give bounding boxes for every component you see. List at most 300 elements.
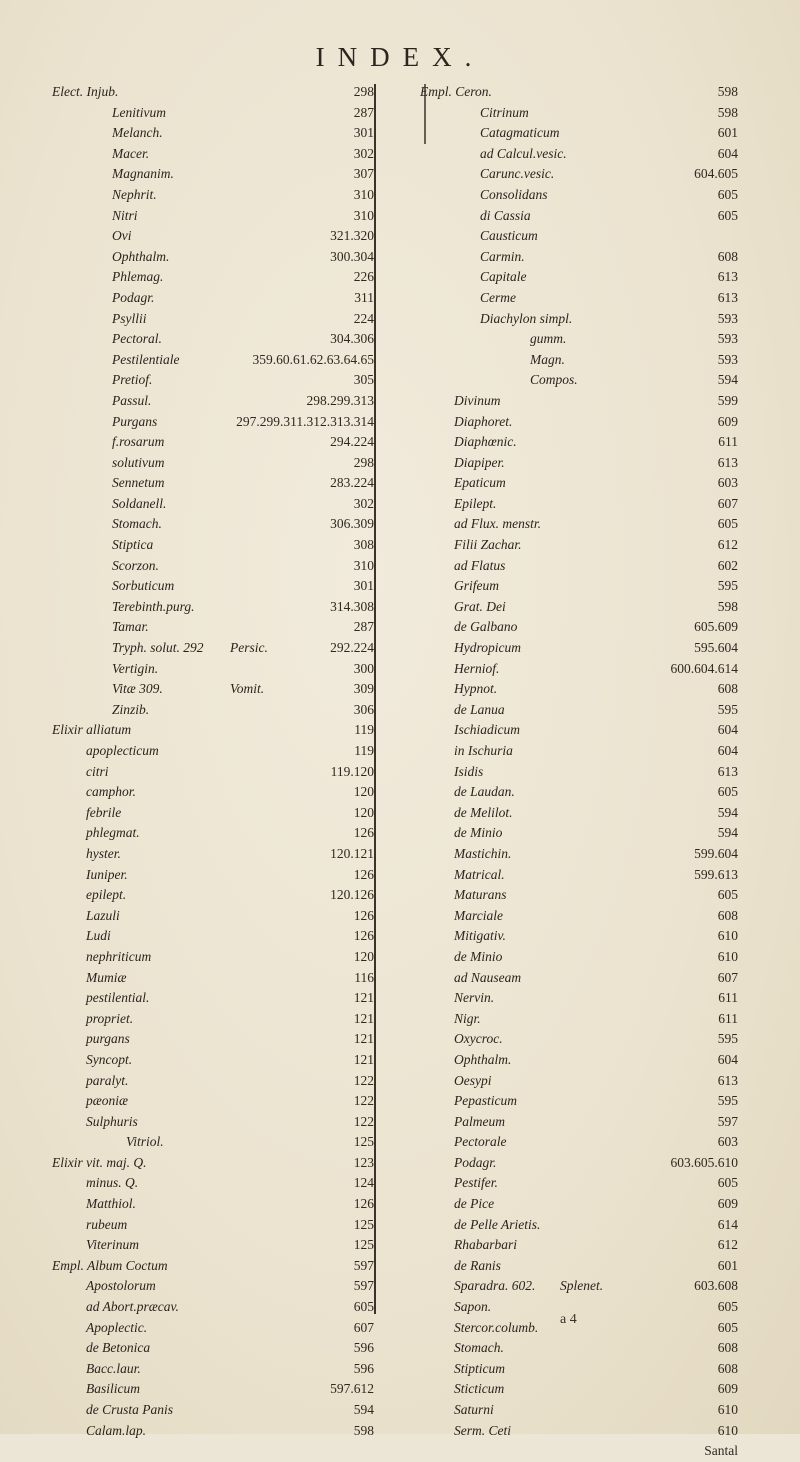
index-entry (420, 844, 738, 865)
index-entry (420, 885, 738, 906)
left-column-rule (374, 84, 376, 1314)
entry-term: ad Flatus (454, 557, 506, 573)
index-entry (52, 823, 374, 844)
entry-page-number: 594 (353, 1402, 374, 1417)
entry-page-number: 126 (353, 928, 374, 944)
entry-page-number: 595 (717, 1093, 738, 1109)
entry-term: Stipticum (454, 1360, 505, 1376)
index-entry (420, 926, 738, 947)
index-entry (420, 576, 738, 597)
index-entry (52, 906, 374, 927)
entry-term: Saturni (454, 1402, 494, 1417)
entry-page-number: 120 (353, 948, 374, 964)
index-entry (420, 617, 738, 638)
entry-term: Sparadra. 602. (454, 1278, 536, 1294)
index-entry (52, 1091, 374, 1112)
index-entry (420, 1256, 738, 1277)
index-entry (420, 659, 738, 680)
index-entry (420, 782, 738, 803)
entry-page-number: 121 (353, 990, 374, 1006)
entry-term: Psyllii (112, 310, 147, 326)
index-entry (52, 412, 374, 433)
entry-term: Filii Zachar. (454, 537, 522, 553)
entry-term: Sapon. (454, 1299, 492, 1315)
entry-page-number: 125 (353, 1216, 374, 1232)
index-entry (420, 82, 738, 103)
entry-page-number: 314.308 (330, 598, 374, 614)
entry-page-number: 309 (353, 681, 374, 697)
page-title: INDEX. (315, 42, 485, 72)
index-entry (52, 247, 374, 268)
entry-page-number: 609 (717, 1196, 738, 1212)
entry-page-number: 311 (354, 289, 374, 305)
entry-page-number: 608 (717, 1360, 738, 1376)
index-entry (52, 288, 374, 309)
entry-term: Sorbuticum (112, 578, 175, 594)
entry-page-number: 613 (717, 763, 738, 779)
entry-page-number: 321.320 (330, 228, 374, 244)
index-entry (52, 1009, 374, 1030)
entry-page-number: 597 (353, 1257, 374, 1273)
index-entry (420, 391, 738, 412)
entry-page-number: 614 (717, 1216, 738, 1232)
entry-term: Pestilentiale (112, 351, 180, 367)
entry-term: Terebinth.purg. (112, 598, 195, 614)
index-entry (420, 679, 738, 700)
entry-term: Stercor.columb. (454, 1319, 539, 1335)
entry-term: Viterinum (86, 1237, 139, 1253)
entry-cross-reference: Splenet. (560, 1278, 604, 1294)
entry-page-number: 605 (717, 1299, 738, 1315)
entry-page-number: 302 (353, 145, 374, 161)
entry-term: Apoplectic. (86, 1319, 148, 1335)
entry-term: Sennetum (112, 475, 165, 491)
entry-term: de Lanua (454, 701, 505, 717)
index-entry (52, 123, 374, 144)
index-entry (52, 514, 374, 535)
entry-page-number: 224 (353, 310, 374, 326)
index-entry (52, 1132, 374, 1153)
entry-term: Pectorale (454, 1134, 507, 1150)
index-entry (420, 1400, 738, 1421)
entry-term: epilept. (86, 887, 127, 903)
index-entry (52, 762, 374, 783)
index-entry (52, 617, 374, 638)
entry-page-number: 597.612 (330, 1381, 374, 1397)
index-entry (52, 370, 374, 391)
index-entry (52, 164, 374, 185)
index-entry (420, 432, 738, 453)
entry-page-number: 298.299.313 (306, 392, 374, 408)
entry-page-number: 116 (354, 969, 374, 985)
entry-term: Isidis (454, 763, 484, 779)
index-entry (420, 1338, 738, 1359)
entry-page-number: 605 (717, 186, 738, 202)
index-entry (420, 1441, 738, 1462)
index-entry (420, 988, 738, 1009)
entry-term: Vertigin. (112, 660, 159, 676)
entry-page-number: 124 (353, 1175, 374, 1191)
entry-term: Sulphuris (86, 1113, 138, 1129)
index-entry (420, 1112, 738, 1133)
index-entry (420, 1009, 738, 1030)
index-entry (420, 514, 738, 535)
index-entry (52, 968, 374, 989)
index-entry (420, 412, 738, 433)
index-entry (420, 865, 738, 886)
entry-term: Passul. (112, 392, 152, 408)
entry-term: Bacc.laur. (86, 1360, 141, 1376)
entry-page-number: 609 (717, 413, 738, 429)
entry-page-number: 611 (718, 990, 738, 1006)
entry-term: Ischiadicum (454, 722, 520, 738)
entry-term: de Laudan. (454, 784, 515, 800)
entry-term: Nigr. (454, 1010, 481, 1026)
index-entry (52, 947, 374, 968)
entry-page-number: 608 (717, 248, 738, 264)
index-entry (420, 370, 738, 391)
entry-page-number: 294.224 (330, 434, 374, 450)
index-entry (52, 391, 374, 412)
index-entry (420, 1235, 738, 1256)
entry-term: propriet. (86, 1010, 134, 1026)
entry-term: Consolidans (480, 186, 548, 202)
entry-page-number: 596 (353, 1340, 374, 1356)
entry-term: Serm. Ceti (454, 1422, 511, 1438)
index-entry (52, 1421, 374, 1442)
entry-term: de Betonica (86, 1340, 151, 1356)
entry-term: ad Nauseam (454, 969, 522, 985)
entry-page-number: 119 (354, 743, 374, 758)
entry-term: Stomach. (112, 516, 162, 532)
entry-page-number: 613 (717, 1072, 738, 1088)
entry-term: Marciale (454, 907, 503, 923)
entry-page-number: 126 (353, 866, 374, 882)
entry-page-number: 593 (717, 331, 738, 347)
entry-term: in Ischuria (454, 743, 513, 758)
entry-term: Compos. (530, 372, 578, 388)
index-entry (420, 1173, 738, 1194)
entry-page-number: 301 (353, 578, 374, 594)
entry-term: Grifeum (454, 578, 499, 594)
index-entry (420, 473, 738, 494)
entry-page-number: 595 (717, 1031, 738, 1047)
entry-term: Matrical. (454, 866, 505, 882)
index-entry (420, 494, 738, 515)
entry-page-number: 612 (717, 1237, 738, 1253)
entry-page-number: 359.60.61.62.63.64.65 (252, 351, 374, 367)
entry-page-number: 597 (717, 1113, 738, 1129)
entry-page-number: 300.304 (330, 248, 374, 264)
index-entry (52, 1194, 374, 1215)
entry-page-number: 610 (717, 948, 738, 964)
entry-page-number: 610 (717, 1402, 738, 1417)
entry-term: Scorzon. (112, 557, 159, 573)
entry-term: Palmeum (454, 1113, 505, 1129)
entry-term: Nitri (112, 207, 138, 223)
entry-page-number: 613 (717, 454, 738, 470)
index-entry (52, 1297, 374, 1318)
entry-term: Causticum (480, 228, 538, 244)
entry-term: Diaphoret. (454, 413, 513, 429)
entry-page-number: 605.609 (694, 619, 738, 635)
entry-term: Oesypi (454, 1072, 492, 1088)
index-entry (52, 1338, 374, 1359)
entry-term: Maturans (454, 887, 507, 903)
index-entry (52, 350, 374, 371)
index-entry (52, 700, 374, 721)
entry-page-number: 599.613 (694, 866, 738, 882)
index-entry (420, 720, 738, 741)
entry-page-number: 605 (717, 1319, 738, 1335)
entry-term: Divinum (454, 392, 501, 408)
entry-page-number: 595 (717, 701, 738, 717)
entry-term: camphor. (86, 784, 136, 800)
entry-cross-reference: Persic. (230, 640, 268, 656)
entry-term: apoplecticum (86, 743, 159, 758)
entry-term: Diachylon simpl. (480, 310, 573, 326)
entry-page-number: 611 (718, 1010, 738, 1026)
index-entry (52, 103, 374, 124)
index-entry (420, 1091, 738, 1112)
index-entry (52, 329, 374, 350)
entry-term: nephriticum (86, 948, 152, 964)
entry-term: Diapiper. (454, 454, 505, 470)
index-entry (52, 1276, 374, 1297)
entry-page-number: 122 (353, 1093, 374, 1109)
entry-term: de Ranis (454, 1257, 501, 1273)
entry-page-number: 119 (354, 722, 374, 738)
entry-page-number: 607 (717, 495, 738, 511)
index-entry (52, 988, 374, 1009)
entry-term: purgans (86, 1031, 130, 1047)
entry-term: Hypnot. (454, 681, 498, 697)
entry-page-number: 302 (353, 495, 374, 511)
index-entry (420, 350, 738, 371)
entry-page-number: 122 (353, 1113, 374, 1129)
entry-page-number: 598 (717, 84, 738, 99)
entry-term: Diaphœnic. (454, 434, 517, 450)
entry-page-number: 307 (353, 166, 374, 182)
index-entry (52, 803, 374, 824)
entry-term: Phlemag. (112, 269, 164, 285)
entry-term: de Minio (454, 825, 503, 841)
entry-term: Elect. Injub. (52, 84, 119, 99)
index-entry (420, 226, 738, 247)
entry-term: de Pice (454, 1196, 495, 1212)
index-entry (52, 597, 374, 618)
entry-term: Matthiol. (86, 1196, 136, 1212)
index-entry (420, 1359, 738, 1380)
entry-term: Citrinum (480, 104, 529, 120)
index-entry (420, 1194, 738, 1215)
entry-term: de Galbano (454, 619, 518, 635)
index-entry (52, 494, 374, 515)
entry-term: Tamar. (112, 619, 149, 635)
index-entry (420, 556, 738, 577)
entry-term: Ophthalm. (454, 1051, 512, 1067)
entry-page-number: 306.309 (330, 516, 374, 532)
index-entry (52, 1359, 374, 1380)
entry-page-number: 601 (717, 1257, 738, 1273)
entry-page-number: 595 (717, 578, 738, 594)
index-entry (420, 947, 738, 968)
entry-page-number: Santal (704, 1443, 738, 1459)
entry-term: Empl. Ceron. (420, 84, 492, 99)
entry-page-number: 610 (717, 928, 738, 944)
index-entry (420, 1276, 738, 1297)
entry-page-number: 123 (353, 1154, 374, 1170)
entry-term: Podagr. (454, 1154, 497, 1170)
entry-page-number: 120.121 (330, 845, 374, 861)
entry-page-number: 604 (717, 1051, 738, 1067)
entry-page-number: 298 (353, 454, 374, 470)
entry-term: Pestifer. (454, 1175, 498, 1191)
entry-page-number: 126 (353, 1196, 374, 1212)
index-entry (420, 267, 738, 288)
entry-term: Podagr. (112, 289, 155, 305)
entry-term: Sticticum (454, 1381, 505, 1397)
entry-term: Herniof. (454, 660, 500, 676)
index-entry (52, 185, 374, 206)
entry-page-number: 601 (717, 125, 738, 141)
index-entry (52, 576, 374, 597)
entry-term: ad Flux. menstr. (454, 516, 541, 532)
entry-term: Carunc.vesic. (480, 166, 555, 182)
entry-page-number: 121 (353, 1031, 374, 1047)
entry-page-number: 287 (353, 104, 374, 120)
entry-page-number: 607 (353, 1319, 374, 1335)
entry-term: Tryph. solut. 292 (112, 640, 204, 656)
index-entry (52, 1050, 374, 1071)
entry-page-number: 120.126 (330, 887, 374, 903)
index-entry (52, 638, 374, 659)
entry-page-number: 594 (717, 825, 738, 841)
entry-page-number: 597 (353, 1278, 374, 1294)
entry-page-number: 611 (718, 434, 738, 450)
entry-term: Rhabarbari (454, 1237, 518, 1253)
entry-page-number: 607 (717, 969, 738, 985)
index-entry (420, 1421, 738, 1442)
entry-term: de Crusta Panis (86, 1402, 174, 1417)
index-entry (420, 823, 738, 844)
entry-term: Lazuli (86, 907, 120, 923)
index-entry (52, 782, 374, 803)
entry-term: Mitigativ. (454, 928, 506, 944)
entry-term: di Cassia (480, 207, 531, 223)
entry-term: Magn. (530, 351, 565, 367)
index-entry (52, 267, 374, 288)
entry-cross-reference: Vomit. (230, 681, 265, 697)
entry-page-number: 119.120 (330, 763, 374, 779)
index-entry (420, 206, 738, 227)
entry-term: pestilential. (86, 990, 150, 1006)
entry-term: Melanch. (112, 125, 163, 141)
entry-page-number: 608 (717, 681, 738, 697)
entry-page-number: 305 (353, 372, 374, 388)
index-entry (52, 844, 374, 865)
entry-term: Grat. Dei (454, 598, 506, 614)
entry-term: Pectoral. (112, 331, 162, 347)
index-entry (420, 185, 738, 206)
entry-term: Zinzib. (112, 701, 150, 717)
entry-page-number: 602 (717, 557, 738, 573)
index-entry (52, 865, 374, 886)
entry-term: febrile (86, 804, 122, 820)
entry-term: Basilicum (86, 1381, 140, 1397)
index-entry (52, 309, 374, 330)
entry-term: solutivum (112, 454, 165, 470)
entry-term: Soldanell. (112, 495, 167, 511)
index-entry (420, 597, 738, 618)
entry-page-number: 593 (717, 351, 738, 367)
entry-page-number: 594 (717, 372, 738, 388)
entry-term: Lenitivum (112, 104, 166, 120)
entry-page-number: 613 (717, 269, 738, 285)
entry-term: Pretiof. (112, 372, 153, 388)
index-entry (420, 803, 738, 824)
entry-term: citri (86, 763, 109, 779)
entry-page-number: 598 (717, 598, 738, 614)
entry-page-number: 610 (717, 1422, 738, 1438)
index-entry (420, 144, 738, 165)
index-entry (52, 720, 374, 741)
entry-page-number: 603 (717, 475, 738, 491)
index-entry (420, 762, 738, 783)
entry-term: Calam.lap. (86, 1422, 147, 1438)
entry-term: Elixir alliatum (52, 722, 132, 738)
signature-mark: a 4 (560, 1312, 577, 1327)
entry-term: Oxycroc. (454, 1031, 503, 1047)
entry-page-number: 122 (353, 1072, 374, 1088)
entry-term: de Minio (454, 948, 503, 964)
entry-page-number: 604 (717, 722, 738, 738)
index-entry (52, 885, 374, 906)
entry-page-number: 598 (717, 104, 738, 120)
index-entry (52, 82, 374, 103)
entry-page-number: 310 (353, 186, 374, 202)
entry-page-number: 308 (353, 537, 374, 553)
index-entry (52, 926, 374, 947)
entry-term: de Melilot. (454, 804, 513, 820)
index-entry (420, 535, 738, 556)
index-entry (52, 453, 374, 474)
entry-page-number: 298 (353, 84, 374, 99)
entry-page-number: 603 (717, 1134, 738, 1150)
entry-page-number: 125 (353, 1134, 374, 1150)
entry-page-number: 612 (717, 537, 738, 553)
entry-term: Mumiæ (86, 969, 127, 985)
entry-page-number: 300 (353, 660, 374, 676)
entry-page-number: 283.224 (330, 475, 374, 491)
entry-page-number: 600.604.614 (670, 660, 738, 676)
index-entry (52, 473, 374, 494)
index-entry (420, 288, 738, 309)
entry-page-number: 603.608 (694, 1278, 738, 1294)
entry-term: Mastichin. (454, 845, 512, 861)
entry-term: phlegmat. (86, 825, 140, 841)
index-entry (52, 535, 374, 556)
entry-page-number: 599.604 (694, 845, 738, 861)
index-entry (52, 1029, 374, 1050)
index-entry (420, 1132, 738, 1153)
entry-term: Vitæ 309. (112, 681, 163, 697)
index-entry (52, 144, 374, 165)
index-entry (52, 1400, 374, 1421)
index-entry (420, 1153, 738, 1174)
entry-term: Capitale (480, 269, 527, 285)
index-entry (420, 453, 738, 474)
